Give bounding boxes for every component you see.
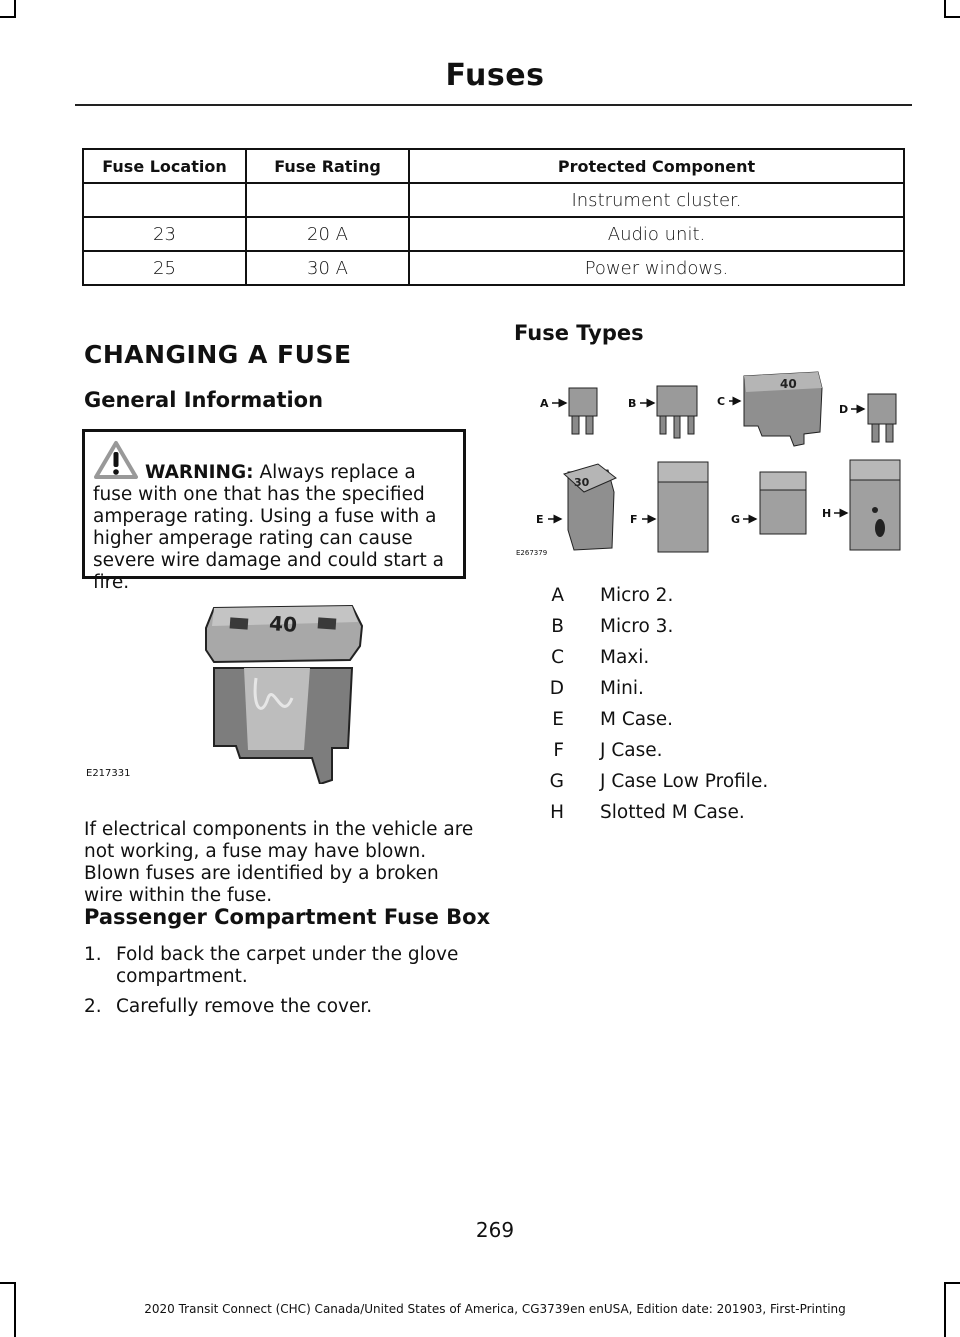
legend-text: Mini.: [600, 678, 644, 699]
warning-triangle-icon: [93, 440, 139, 480]
fuse-types-illustration: [512, 362, 917, 562]
step-text: Carefully remove the cover.: [116, 996, 373, 1017]
table-cell: 25: [83, 251, 246, 285]
page-title: Fuses: [445, 58, 545, 93]
fuse-label-c: C: [717, 395, 726, 408]
warning-label: WARNING:: [145, 462, 254, 483]
figure-id: E267379: [516, 549, 548, 557]
legend-text: J Case.: [600, 740, 663, 761]
legend-text: Micro 3.: [600, 616, 674, 637]
subsection-heading: Fuse Types: [514, 321, 644, 345]
fuse-rating-marking: 40: [268, 611, 298, 637]
list-item: [84, 996, 476, 1018]
fuse-label-d: D: [839, 403, 849, 416]
legend-key: C: [551, 647, 564, 668]
subsection-heading: General Information: [84, 388, 324, 412]
legend-key: H: [550, 802, 564, 823]
crop-mark: [0, 16, 16, 18]
legend-key: D: [549, 678, 564, 699]
list-item: [530, 642, 910, 673]
list-item: [530, 580, 910, 611]
table-row: [83, 183, 904, 217]
steps-list: [84, 944, 476, 1026]
fuse-label-f: F: [630, 513, 638, 526]
legend-text: M Case.: [600, 709, 673, 730]
legend-key: E: [552, 709, 564, 730]
section-heading: CHANGING A FUSE: [84, 340, 352, 369]
legend-text: J Case Low Profile.: [600, 771, 769, 792]
fuse-table: [82, 148, 905, 286]
table-cell: Power windows.: [409, 251, 904, 285]
table-row: [83, 251, 904, 285]
legend-key: A: [551, 585, 564, 606]
fuse-label-g: G: [731, 513, 741, 526]
maxi-fuse-illustration: [200, 598, 368, 784]
table-cell: Audio unit.: [409, 217, 904, 251]
subsection-heading: Passenger Compartment Fuse Box: [84, 905, 491, 929]
fuse-label-a: A: [540, 397, 549, 410]
figure-id: E217331: [86, 768, 131, 779]
table-cell: Instrument cluster.: [409, 183, 904, 217]
step-number: 1.: [84, 944, 102, 965]
list-item: [530, 704, 910, 735]
warning-text: Always replace a fuse with one that has the specified amperage rating. Using a fuse with a higher amperage rating can cause severe wire damage and could start a fire.: [93, 462, 444, 593]
crop-mark: [944, 1282, 960, 1284]
fuse-label-e: E: [536, 513, 544, 526]
fuse-types-legend: [530, 580, 910, 828]
crop-mark: [0, 1282, 16, 1284]
table-cell: 30 A: [246, 251, 409, 285]
page-footer: 2020 Transit Connect (CHC) Canada/United States of America, CG3739en enUSA, Edition date: 201903, First-Printing: [144, 1302, 846, 1316]
page-number: 269: [475, 1218, 515, 1242]
column-header: Fuse Location: [83, 149, 246, 183]
legend-text: Maxi.: [600, 647, 650, 668]
table-row: [83, 217, 904, 251]
legend-key: B: [551, 616, 564, 637]
legend-text: Slotted M Case.: [600, 802, 745, 823]
legend-text: Micro 2.: [600, 585, 674, 606]
table-cell: [83, 183, 246, 217]
list-item: [530, 766, 910, 797]
title-divider: [75, 104, 912, 106]
step-number: 2.: [84, 996, 102, 1017]
info-paragraph: If electrical components in the vehicle are not working, a fuse may have blown. Blown fuses are identified by a broken wire within the fuse.: [84, 819, 474, 906]
step-text: Fold back the carpet under the glove compartment.: [116, 944, 459, 987]
fuse-rating-marking: 40: [780, 377, 797, 391]
list-item: [530, 797, 910, 828]
table-cell: 23: [83, 217, 246, 251]
list-item: [530, 673, 910, 704]
list-item: [84, 944, 476, 988]
fuse-label-b: B: [628, 397, 637, 410]
table-cell: 20 A: [246, 217, 409, 251]
list-item: [530, 735, 910, 766]
fuse-rating-marking: 30: [574, 476, 590, 489]
legend-key: G: [549, 771, 564, 792]
list-item: [530, 611, 910, 642]
crop-mark: [944, 16, 960, 18]
legend-key: F: [553, 740, 564, 761]
column-header: Fuse Rating: [246, 149, 409, 183]
warning-box: [82, 429, 466, 593]
fuse-label-h: H: [822, 507, 832, 520]
column-header: Protected Component: [409, 149, 904, 183]
table-cell: [246, 183, 409, 217]
table-header-row: [83, 149, 904, 183]
